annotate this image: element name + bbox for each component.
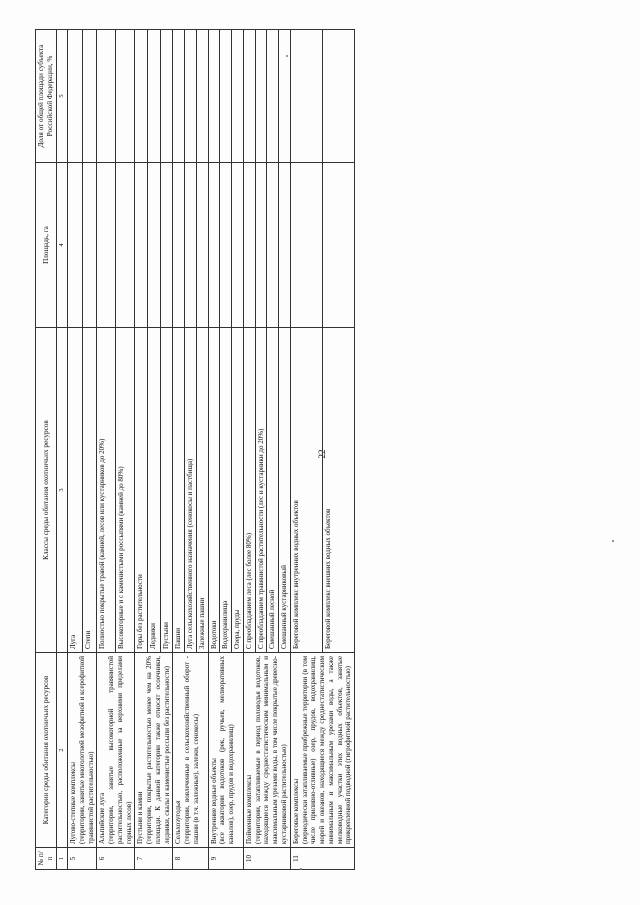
column-index: 2 — [57, 653, 68, 848]
habitat-class-cell: Ледники — [148, 328, 161, 653]
share-cell — [97, 30, 116, 163]
share-cell — [255, 30, 267, 163]
habitat-class-cell: Береговой комплекс внутренних водных объектов — [290, 328, 322, 653]
column-index: 3 — [57, 328, 68, 653]
area-cell — [196, 163, 208, 328]
area-cell — [173, 163, 185, 328]
habitat-class-cell: Пашни — [173, 328, 185, 653]
habitat-class-cell: Степи — [82, 328, 97, 653]
area-cell — [135, 163, 148, 328]
row-number: 7 — [135, 848, 173, 870]
habitat-class-cell: С преобладанием леса (лес более 80%) — [243, 328, 255, 653]
share-cell — [220, 30, 232, 163]
category-description: (территории, занятые высокогорной травянистой растительностью, расположенные за верхними пределами горных лесов) — [107, 656, 133, 844]
area-cell — [220, 163, 232, 328]
share-cell — [68, 30, 83, 163]
column-index-row — [57, 30, 68, 870]
category-description: (территории, занятые многолетней мезофитной и ксерофитной травянистой растительностью) — [77, 656, 95, 844]
area-cell — [323, 163, 355, 328]
share-cell — [185, 30, 197, 163]
habitat-table — [35, 29, 355, 870]
area-cell — [97, 163, 116, 328]
category-cell — [208, 653, 243, 848]
category-title: Альпийские луга — [98, 792, 107, 844]
table-row — [208, 30, 220, 870]
category-cell — [290, 653, 354, 848]
habitat-class-cell: С преобладанием травянистой растительности (лес и кустарники до 20%) — [255, 328, 267, 653]
area-cell — [148, 163, 161, 328]
habitat-class-cell: Луга сельскохозяйственного назначения (сенокосы и пастбища) — [185, 328, 197, 653]
habitat-class-cell: Высокогорные и с каменистыми россыпями (камней до 80%) — [116, 328, 135, 653]
habitat-class-cell: Пустыни — [160, 328, 173, 653]
habitat-class-cell: Водотоки — [208, 328, 220, 653]
share-cell — [116, 30, 135, 163]
category-description: (территории, покрытые растительностью менее чем на 20% площади. К данной категории также относят осоочники, ледники, скалы и каменистые россыпи без растительности) — [145, 656, 171, 844]
area-cell — [232, 163, 244, 328]
category-cell — [97, 653, 135, 848]
header-category: Категории среды обитания охотничьих ресурсов — [36, 653, 57, 848]
share-cell — [323, 30, 355, 163]
table-body — [68, 30, 355, 870]
area-cell — [68, 163, 83, 328]
table-row — [290, 30, 322, 870]
habitat-class-cell: Залежные пашни — [196, 328, 208, 653]
category-cell — [68, 653, 97, 848]
row-number: 11 — [290, 848, 354, 870]
habitat-class-cell: Береговой комплекс внешних водных объектов — [323, 328, 355, 653]
share-cell — [173, 30, 185, 163]
area-cell — [208, 163, 220, 328]
area-cell — [185, 163, 197, 328]
area-cell — [116, 163, 135, 328]
header-num: № п/п — [36, 848, 57, 870]
row-number: 6 — [97, 848, 135, 870]
scan-speck — [286, 55, 288, 57]
category-description: (территории, затапливаемые в период половодья водотоков, находящиеся между среднестатистическим минимальным и максимальным урезами воды, в том числе покрытые древесно-кустарниковой растительностью) — [253, 656, 288, 844]
area-cell — [160, 163, 173, 328]
habitat-class-cell: Озера, пруды — [232, 328, 244, 653]
area-cell — [267, 163, 279, 328]
header-classes: Классы среды обитания охотничьих ресурсов — [36, 328, 57, 653]
page-number: 22 — [317, 449, 327, 459]
category-cell — [135, 653, 173, 848]
table-row — [243, 30, 255, 870]
table-row — [68, 30, 83, 870]
category-cell — [243, 653, 290, 848]
column-index: 4 — [57, 163, 68, 328]
share-cell — [208, 30, 220, 163]
share-cell — [232, 30, 244, 163]
row-number: 9 — [208, 848, 243, 870]
category-description: (территории, вовлеченные в сельскохозяйственный оборот - пашни (в т.ч. залежные), залежи, сенокосы) — [183, 656, 200, 844]
column-index: 1 — [57, 848, 68, 870]
share-cell — [135, 30, 148, 163]
scan-speck — [300, 868, 302, 870]
habitat-class-cell: Водохранилища — [220, 328, 232, 653]
share-cell — [267, 30, 279, 163]
header-area: Площадь, га — [36, 163, 57, 328]
share-cell — [148, 30, 161, 163]
share-cell — [82, 30, 97, 163]
table-row — [173, 30, 185, 870]
category-title: Сельхозугодья — [174, 800, 183, 844]
category-title: Лугово-степные комплексы — [69, 762, 78, 844]
area-cell — [82, 163, 97, 328]
area-cell — [279, 163, 291, 328]
category-cell — [173, 653, 208, 848]
row-number: 5 — [68, 848, 97, 870]
category-title: Пустыни и камни — [136, 791, 145, 844]
share-cell — [290, 30, 322, 163]
habitat-class-cell: Смешанный кустарниковый — [279, 328, 291, 653]
area-cell — [243, 163, 255, 328]
table-row — [97, 30, 116, 870]
row-number: 8 — [173, 848, 208, 870]
category-title: Пойменные комплексы — [244, 774, 253, 844]
category-description: (периодически затапливаемые прибрежные территории (в том числе приливно-отливные) озер, прудов, водохранилищ, морей и океанов, находящиеся между среднестатистическим минимальным и максимальным урезами воды, а также мелководные участки этих водных объектов, занятые прикрепленной подводной (гигрофитной растительностью) — [300, 656, 353, 844]
scan-speck — [612, 540, 614, 542]
row-number: 10 — [243, 848, 290, 870]
share-cell — [196, 30, 208, 163]
habitat-class-cell: Полностью покрытые травой (камней, лесов или кустарников до 20%) — [97, 328, 116, 653]
header-row — [36, 30, 57, 870]
category-title: Береговые комплексы — [291, 778, 300, 844]
category-title: Внутренние водные объекты — [209, 758, 218, 844]
share-cell — [160, 30, 173, 163]
habitat-class-cell: Луга — [68, 328, 83, 653]
habitat-class-cell: Смешанный лесной — [267, 328, 279, 653]
category-description: (все акватории водотоков (рек, ручьев, мелиоративных каналов), озер, прудов и водохранилищ) — [218, 656, 236, 844]
share-cell — [279, 30, 291, 163]
area-cell — [255, 163, 267, 328]
header-share: Доля от общей площади субъекта Российской Федерации, % — [36, 30, 57, 163]
table-row — [135, 30, 148, 870]
rotated-table-container — [35, 30, 632, 870]
area-cell — [290, 163, 322, 328]
habitat-class-cell: Горы без растительности — [135, 328, 148, 653]
column-index: 5 — [57, 30, 68, 163]
share-cell — [243, 30, 255, 163]
